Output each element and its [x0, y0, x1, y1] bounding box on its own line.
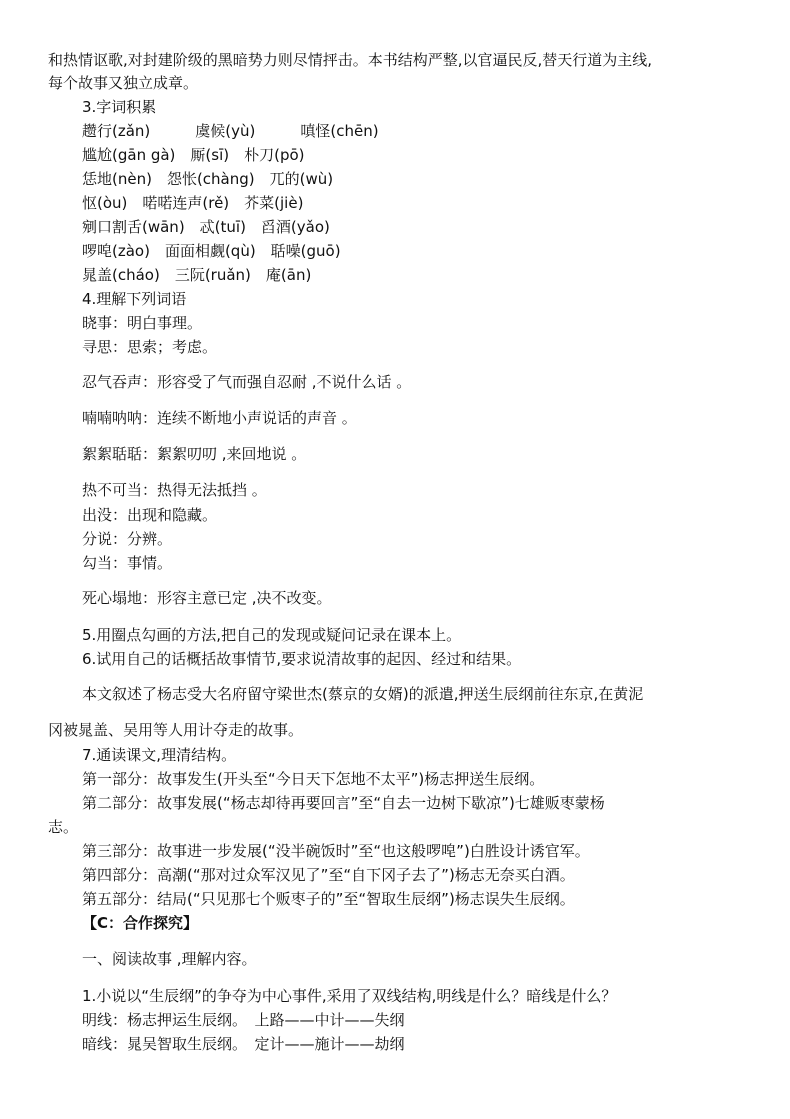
text-line: 和热情讴歌,对封建阶级的黑暗势力则尽情抨击。本书结构严整,以官逼民反,替天行道为主线, — [48, 51, 653, 69]
vocab-row: 剜口割舌(wān) 忒(tuī) 舀酒(yǎo) — [82, 218, 330, 236]
answer-line: 明线：杨志押运生辰纲。 上路——中计——失纲 — [82, 1011, 405, 1029]
section-heading: 3.字词积累 — [82, 98, 157, 116]
definition: 热不可当：热得无法抵挡 。 — [82, 481, 267, 499]
definition: 忍气吞声：形容受了气而强自忍耐 ,不说什么话 。 — [82, 373, 412, 391]
task-item: 6.试用自己的话概括故事情节,要求说清故事的起因、经过和结果。 — [82, 650, 522, 668]
summary-text: 冈被晁盖、吴用等人用计夺走的故事。 — [48, 721, 304, 739]
definition: 寻思：思索；考虑。 — [82, 338, 218, 356]
structure-part: 第二部分：故事发展(“杨志却待再要回言”至“自去一边树下歇凉”)七雄贩枣蒙杨 — [82, 794, 605, 812]
task-item: 5.用圈点勾画的方法,把自己的发现或疑问记录在课本上。 — [82, 626, 462, 644]
definition: 喃喃呐呐：连续不断地小声说话的声音 。 — [82, 409, 357, 427]
definition: 勾当：事情。 — [82, 554, 173, 572]
vocab-row: 啰唣(zào) 面面相觑(qù) 聒噪(guō) — [82, 242, 341, 260]
definition: 死心塌地：形容主意已定 ,决不改变。 — [82, 589, 332, 607]
definition: 絮絮聒聒：絮絮叨叨 ,来回地说 。 — [82, 445, 307, 463]
section-heading: 一、阅读故事 ,理解内容。 — [82, 950, 257, 968]
answer-line: 暗线：晁吴智取生辰纲。 定计——施计——劫纲 — [82, 1035, 405, 1053]
vocab-row: 晁盖(cháo) 三阮(ruǎn) 庵(ān) — [82, 266, 312, 284]
vocab-row: 尴尬(gān gà) 厮(sī) 朴刀(pō) — [82, 146, 305, 164]
structure-part: 第一部分：故事发生(开头至“今日天下怎地不太平”)杨志押送生辰纲。 — [82, 770, 545, 788]
structure-part: 第四部分：高潮(“那对过众军汉见了”至“自下冈子去了”)杨志无奈买白酒。 — [82, 866, 575, 884]
vocab-row: 趱行(zǎn) 虞候(yù) 嗔怪(chēn) — [82, 122, 379, 140]
vocab-row: 恁地(nèn) 怨怅(chàng) 兀的(wù) — [82, 170, 334, 188]
structure-part: 第五部分：结局(“只见那七个贩枣子的”至“智取生辰纲”)杨志误失生辰纲。 — [82, 890, 575, 908]
definition: 晓事：明白事理。 — [82, 314, 203, 332]
summary-text: 本文叙述了杨志受大名府留守梁世杰(蔡京的女婿)的派遣,押送生辰纲前往东京,在黄泥 — [82, 685, 644, 703]
definition: 出没：出现和隐藏。 — [82, 506, 218, 524]
vocab-row: 怄(òu) 喏喏连声(rě) 芥菜(jiè) — [82, 194, 304, 212]
section-heading: 4.理解下列词语 — [82, 290, 187, 308]
text-line: 每个故事又独立成章。 — [48, 74, 199, 92]
question: 1.小说以“生辰纲”的争夺为中心事件,采用了双线结构,明线是什么？暗线是什么？ — [82, 987, 617, 1005]
definition: 分说：分辨。 — [82, 530, 173, 548]
structure-part: 第三部分：故事进一步发展(“没半碗饭时”至“也这般啰唣”)白胜设计诱官军。 — [82, 842, 590, 860]
structure-part: 志。 — [48, 818, 79, 836]
section-heading: 【C：合作探究】 — [82, 914, 199, 932]
task-item: 7.通读课文,理清结构。 — [82, 746, 237, 764]
